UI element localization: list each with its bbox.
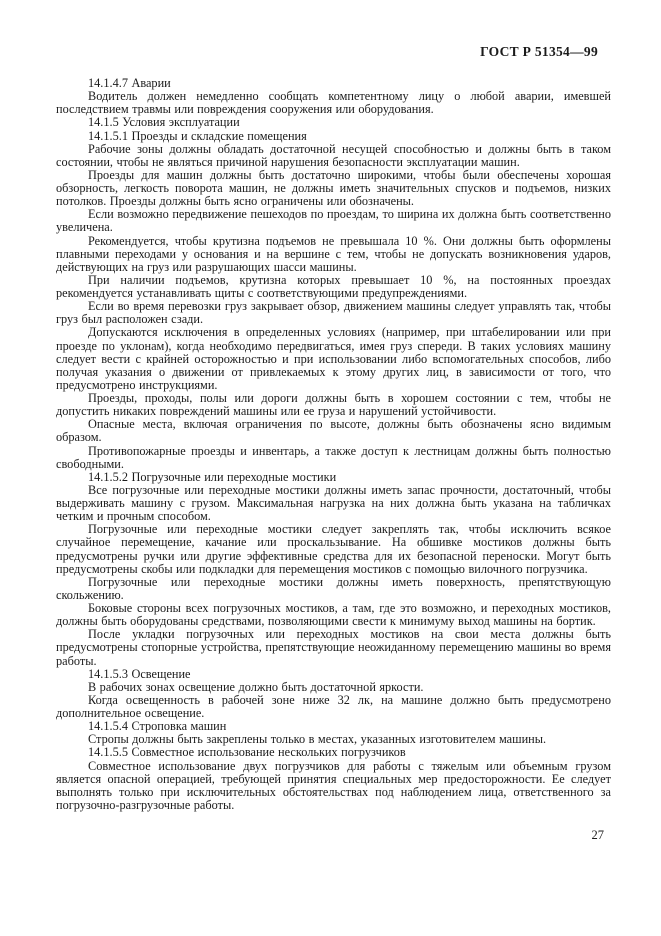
page-number: 27 (591, 828, 604, 842)
paragraph-heading: 14.1.5.5 Совместное использование нескольких погрузчиков (88, 745, 406, 760)
paragraph: Проезды, проходы, полы или дороги должны быть в хорошем состоянии с тем, чтобы не допустить никаких повреждений машины или ее груза и нарушений устойчивости. (56, 391, 611, 419)
paragraph: Если возможно передвижение пешеходов по проездам, то ширина их должна быть соответственно увеличена. (56, 207, 611, 235)
paragraph: При наличии подъемов, крутизна которых превышает 10 %, на постоянных проездах рекомендуется устанавливать щиты с соответствующими предупреждениями. (56, 272, 611, 300)
document-body (56, 77, 611, 812)
paragraph: Все погрузочные или переходные мостики должны иметь запас прочности, достаточный, чтобы выдерживать машину с грузом. Максимальная нагрузка на них должна быть указана на табличках четким и прочным способом. (56, 482, 611, 524)
paragraph: Если во время перевозки груз закрывает обзор, движением машины следует управлять так, чтобы груз был расположен сзади. (56, 299, 611, 327)
paragraph: Рабочие зоны должны обладать достаточной несущей способностью и должны быть в таком состоянии, чтобы не являться причиной нарушения безопасности эксплуатации машин. (56, 141, 611, 169)
paragraph-heading: 14.1.5.4 Строповка машин (88, 719, 227, 734)
paragraph: В рабочих зонах освещение должно быть достаточной яркости. (88, 679, 424, 694)
paragraph: После укладки погрузочных или переходных мостиков на свои места должны быть предусмотрены стопорные устройства, препятствующие неожиданному перемещению машины во время работы. (56, 627, 611, 668)
document-header (56, 44, 598, 60)
paragraph: Противопожарные проезды и инвентарь, а также доступ к лестницам должны быть полностью свободными. (56, 443, 611, 471)
paragraph-heading: 14.1.5.2 Погрузочные или переходные мостики (88, 469, 337, 484)
paragraph-heading: 14.1.5.3 Освещение (88, 666, 191, 681)
paragraph-heading: 14.1.5.1 Проезды и складские помещения (88, 128, 307, 143)
standard-number: ГОСТ Р 51354—99 (480, 44, 598, 59)
paragraph-heading: 14.1.5 Условия эксплуатации (88, 115, 240, 130)
paragraph-heading: 14.1.4.7 Аварии (88, 76, 171, 90)
paragraph: Проезды для машин должны быть достаточно широкими, чтобы были обеспечены хорошая обзорность, легкость поворота машин, не должны иметь значительных спусков и подъемов, низких потолков. Проезды должны быть ясно ограничены или обозначены. (56, 167, 611, 209)
paragraph: Погрузочные или переходные мостики следует закреплять так, чтобы исключить всякое случайное перемещение, качание или проскальзывание. На обшивке мостиков должны быть предусмотрены ручки или другие эффективные средства для их безопасной переноски. Могут быть предусмотрены скобы или подкладки для перемещения мостиков с помощью вилочного погрузчика. (56, 522, 611, 576)
paragraph: Боковые стороны всех погрузочных мостиков, а там, где это возможно, и переходных мостиков, должны быть оборудованы средствами, позволяющими свести к минимуму выход машины на бортик. (56, 601, 611, 629)
paragraph: Допускаются исключения в определенных условиях (например, при штабелировании или при проезде по уклонам), когда необходимо передвигаться, имея груз спереди. В таких условиях машину следует вести с крайней осторожностью и при использовании либо вспомогательных способов, либо получая указания о движении от привлекаемых к этому других лиц, в зависимости от того, что предусмотрено инструкциями. (56, 325, 611, 392)
paragraph: Опасные места, включая ограничения по высоте, должны быть обозначены ясно видимым образом. (56, 417, 611, 445)
paragraph: Погрузочные или переходные мостики должны иметь поверхность, препятствующую скольжению. (56, 574, 611, 602)
paragraph: Совместное использование двух погрузчиков для работы с тяжелым или объемным грузом является опасной операцией, требующей принятия специальных мер предосторожности. Ее следует выполнять только при исключительных обстоятельствах под наблюдением лица, ответственного за погрузочно-разгрузочные работы. (56, 758, 611, 812)
paragraph: Стропы должны быть закреплены только в местах, указанных изготовителем машины. (88, 732, 547, 747)
paragraph: Водитель должен немедленно сообщать компетентному лицу о любой аварии, имевшей последствием травмы или повреждения сооружения или оборудования. (56, 89, 611, 117)
paragraph: Когда освещенность в рабочей зоне ниже 32 лк, на машине должно быть предусмотрено дополнительное освещение. (56, 692, 611, 720)
paragraph: Рекомендуется, чтобы крутизна подъемов не превышала 10 %. Они должны быть оформлены плавными переходами у основания и на вершине с тем, чтобы не допускать возникновения ударов, действующих на груз или разрушающих шасси машины. (56, 233, 611, 274)
